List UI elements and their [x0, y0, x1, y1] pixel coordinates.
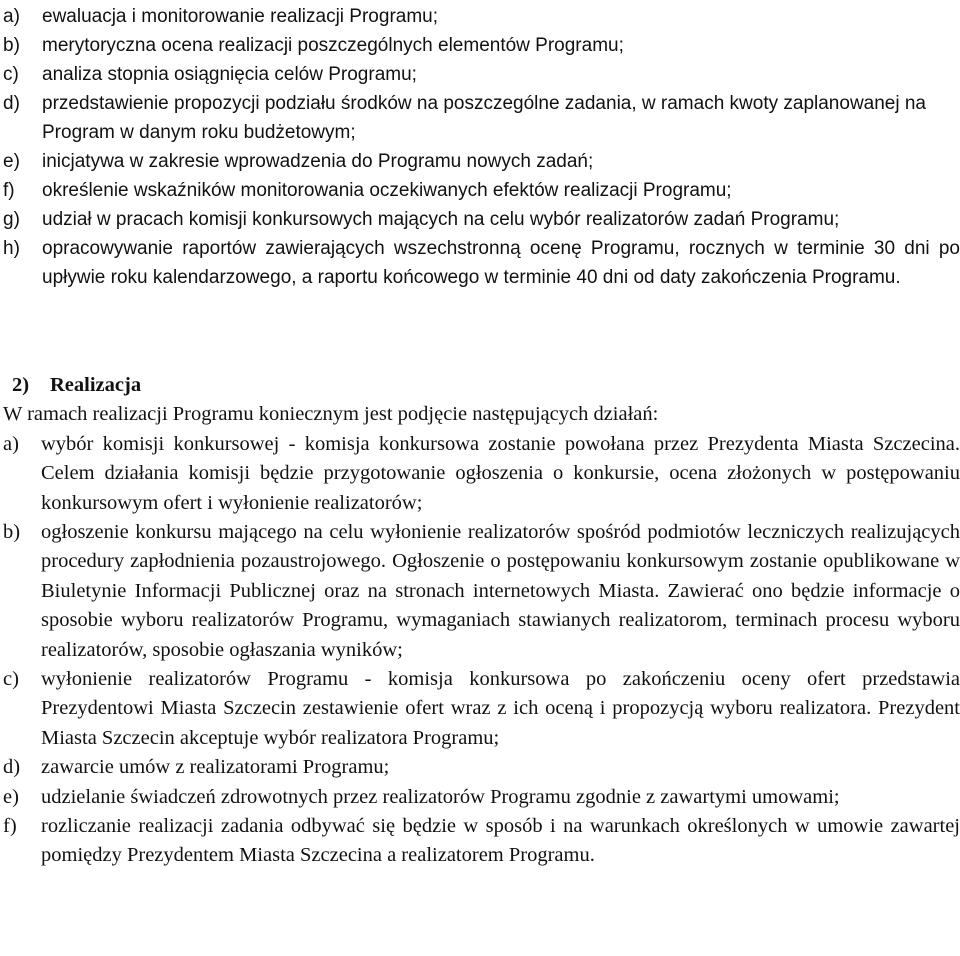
monitoring-list — [0, 2, 960, 292]
item-text: przedstawienie propozycji podziału środków na poszczególne zadania, w ramach kwoty zaplanowanej na Program w danym roku budżetowym; — [42, 93, 927, 143]
item-label: e) — [3, 785, 19, 808]
section-intro: W ramach realizacji Programu koniecznym jest podjęcie następujących działań: — [3, 403, 659, 426]
list-item — [0, 176, 960, 205]
section-title: Realizacja — [50, 374, 142, 396]
list-item — [0, 783, 960, 812]
item-text: udzielanie świadczeń zdrowotnych przez realizatorów Programu zgodnie z zawartymi umowami; — [41, 785, 840, 808]
list-item — [0, 753, 960, 782]
item-label: b) — [3, 35, 20, 56]
item-label: a) — [3, 432, 19, 455]
item-label: c) — [3, 64, 19, 85]
list-item — [0, 205, 960, 234]
item-label: d) — [3, 756, 21, 779]
item-text: rozliczanie realizacji zadania odbywać się będzie w sposób i na warunkach określonych w umowie zawartej pomiędzy Prezydentem Miasta Szczecina a realizatorem Programu. — [41, 815, 960, 867]
item-text: ogłoszenie konkursu mającego na celu wyłonienie realizatorów spośród podmiotów leczniczych realizujących procedury zapłodnienia pozaustrojowego. Ogłoszenie o postępowaniu konkursowym zostanie opublikowane w Biuletynie Informacji Publicznej oraz na stronach internetowych Miasta. Zawierać ono będzie informacje o sposobie wyboru realizatorów Programu, wymaganiach stawianych realizatorom, terminach procesu wyboru realizatorów, sposobie ogłaszania wyników; — [41, 521, 960, 661]
item-text: opracowywanie raportów zawierających wszechstronną ocenę Programu, rocznych w terminie 30 dni po upływie roku kalendarzowego, a raportu końcowego w terminie 40 dni od daty zakończenia Programu. — [42, 238, 960, 288]
item-label: a) — [3, 6, 20, 27]
list-item — [0, 89, 960, 147]
section-number: 2) — [12, 374, 30, 396]
item-label: h) — [3, 238, 20, 259]
list-item — [0, 147, 960, 176]
item-text: merytoryczna ocena realizacji poszczególnych elementów Programu; — [42, 35, 624, 56]
item-label: c) — [3, 668, 19, 691]
list-item — [0, 31, 960, 60]
item-label: b) — [3, 521, 21, 544]
item-text: zawarcie umów z realizatorami Programu; — [41, 756, 390, 779]
item-label: d) — [3, 93, 20, 114]
item-label: f) — [3, 180, 15, 201]
list-item — [0, 665, 960, 753]
item-text: analiza stopnia osiągnięcia celów Programu; — [42, 64, 417, 85]
item-text: ewaluacja i monitorowanie realizacji Programu; — [42, 6, 439, 27]
list-item — [0, 518, 960, 665]
section-heading — [0, 371, 960, 400]
item-text: inicjatywa w zakresie wprowadzenia do Programu nowych zadań; — [42, 151, 594, 172]
item-text: wyłonienie realizatorów Programu - komisja konkursowa po zakończeniu oceny ofert przedstawia Prezydentowi Miasta Szczecin zestawienie ofert wraz z ich oceną i propozycją wyboru realizatora. Prezydent Miasta Szczecin akceptuje wybór realizatora Programu; — [41, 668, 960, 749]
item-label: f) — [3, 815, 17, 838]
item-label: g) — [3, 209, 20, 230]
item-text: określenie wskaźników monitorowania oczekiwanych efektów realizacji Programu; — [42, 180, 732, 201]
item-text: wybór komisji konkursowej - komisja konkursowa zostanie powołana przez Prezydenta Miasta Szczecina. Celem działania komisji będzie przygotowanie ogłoszenia o konkursie, ocena złożonych w postępowaniu konkursowym ofert i wyłonienie realizatorów; — [41, 432, 960, 514]
realizacja-section — [0, 371, 960, 871]
list-item — [0, 234, 960, 292]
realizacja-list — [0, 430, 960, 871]
item-text: udział w pracach komisji konkursowych mających na celu wybór realizatorów zadań Programu; — [42, 209, 840, 230]
list-item — [0, 812, 960, 871]
list-item — [0, 2, 960, 31]
item-label: e) — [3, 151, 20, 172]
list-item — [0, 60, 960, 89]
list-item — [0, 430, 960, 518]
